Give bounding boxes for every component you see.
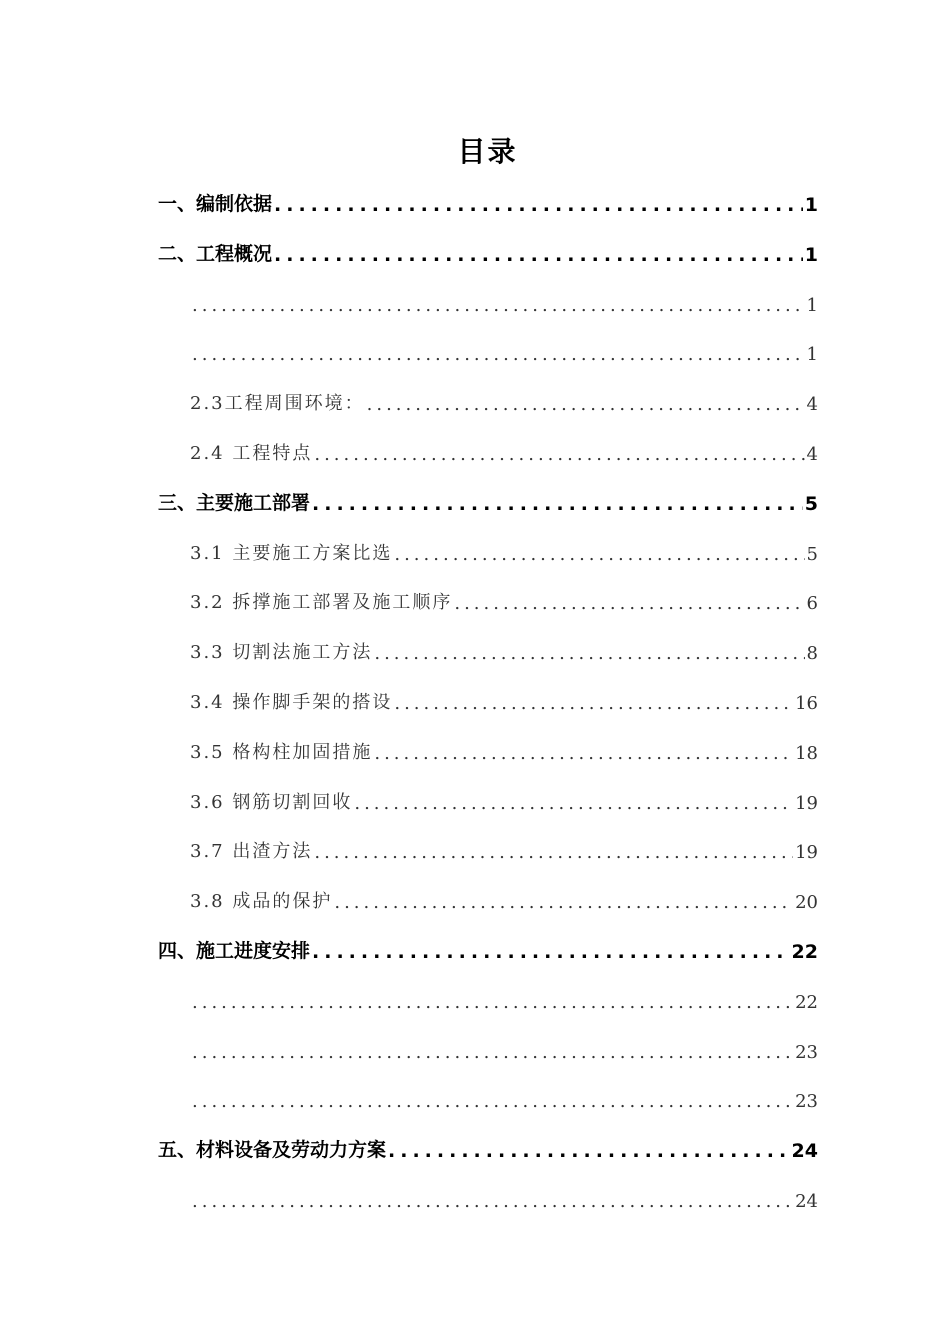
toc-section-entry[interactable] [190, 684, 818, 714]
toc-section-entry[interactable] [190, 385, 818, 415]
toc-entry-label: 3.3 切割法施工方法 [190, 642, 373, 663]
toc-page-number: 5 [804, 493, 818, 515]
toc-entry-label: 四、施工进度安排 [158, 940, 311, 962]
toc-page-number: 19 [795, 793, 818, 814]
toc-dot-leader [274, 244, 803, 266]
toc-entry-label: 2.4 工程特点 [190, 443, 313, 464]
toc-section-entry[interactable] [190, 883, 818, 913]
toc-dot-leader [367, 394, 805, 415]
toc-page-number: 23 [795, 1091, 818, 1112]
toc-dot-leader [312, 941, 790, 963]
toc-section-entry[interactable] [190, 1082, 818, 1112]
toc-page-number: 1 [804, 194, 818, 216]
toc-chapter-entry[interactable] [158, 1132, 818, 1162]
toc-dot-leader [354, 793, 793, 814]
toc-dot-leader [192, 1091, 793, 1112]
toc-dot-leader [374, 743, 793, 764]
toc-page-number: 1 [806, 344, 818, 365]
toc-section-entry[interactable] [190, 535, 818, 565]
toc-page-number: 5 [806, 544, 818, 565]
toc-section-entry[interactable] [190, 286, 818, 316]
toc-section-entry[interactable] [190, 784, 818, 814]
toc-page-number: 24 [795, 1191, 818, 1212]
toc-section-entry[interactable] [190, 734, 818, 764]
toc-dot-leader [192, 1042, 793, 1063]
toc-page-number: 4 [806, 394, 818, 415]
toc-dot-leader [334, 892, 793, 913]
toc-page-number: 20 [795, 892, 818, 913]
toc-chapter-entry[interactable] [158, 236, 818, 266]
toc-dot-leader [192, 1191, 793, 1212]
toc-page-number: 23 [795, 1042, 818, 1063]
toc-entry-label: 3.2 拆撑施工部署及施工顺序 [190, 592, 453, 613]
toc-chapter-entry[interactable] [158, 186, 818, 216]
toc-page-number: 24 [791, 1140, 818, 1162]
toc-section-entry[interactable] [190, 833, 818, 863]
toc-entry-label: 五、材料设备及劳动力方案 [158, 1139, 387, 1161]
toc-page-number: 8 [806, 643, 818, 664]
toc-dot-leader [192, 344, 805, 365]
toc-dot-leader [388, 1140, 790, 1162]
page-title: 目录 [457, 135, 518, 168]
toc-chapter-entry[interactable] [158, 485, 818, 515]
toc-entry-label: 3.7 出渣方法 [190, 841, 313, 862]
toc-section-entry[interactable] [190, 634, 818, 664]
toc-entry-label: 一、编制依据 [158, 193, 273, 215]
toc-section-entry[interactable] [190, 983, 818, 1013]
toc-dot-leader [314, 444, 804, 465]
toc-entry-label: 3.6 钢筋切割回收 [190, 792, 353, 813]
toc-page-number: 18 [795, 743, 818, 764]
toc-dot-leader [394, 693, 793, 714]
toc-dot-leader [274, 194, 803, 216]
toc-section-entry[interactable] [190, 1182, 818, 1212]
toc-page-number: 19 [795, 842, 818, 863]
toc-page-number: 1 [806, 295, 818, 316]
toc-dot-leader [454, 593, 804, 614]
toc-dot-leader [314, 842, 793, 863]
toc-entry-label: 2.3工程周围环境： [190, 393, 365, 414]
toc-dot-leader [192, 295, 805, 316]
toc-section-entry[interactable] [190, 335, 818, 365]
toc-section-entry[interactable] [190, 1033, 818, 1063]
toc-entry-label: 3.5 格构柱加固措施 [190, 742, 373, 763]
toc-section-entry[interactable] [190, 584, 818, 614]
toc-entry-label: 3.1 主要施工方案比选 [190, 543, 393, 564]
toc-page-number: 4 [806, 444, 818, 465]
toc-page-number: 1 [804, 244, 818, 266]
toc-page-number: 22 [795, 992, 818, 1013]
toc-entry-label: 3.8 成品的保护 [190, 891, 333, 912]
toc-page-number: 22 [791, 941, 818, 963]
toc-page-number: 16 [795, 693, 818, 714]
toc-entry-label: 3.4 操作脚手架的搭设 [190, 692, 393, 713]
toc-section-entry[interactable] [190, 435, 818, 465]
toc-dot-leader [192, 992, 793, 1013]
toc-dot-leader [374, 643, 804, 664]
toc-entry-label: 三、主要施工部署 [158, 492, 311, 514]
toc-dot-leader [394, 544, 804, 565]
toc-chapter-entry[interactable] [158, 933, 818, 963]
toc-dot-leader [312, 493, 803, 515]
toc-page-number: 6 [806, 593, 818, 614]
toc-entry-label: 二、工程概况 [158, 243, 273, 265]
